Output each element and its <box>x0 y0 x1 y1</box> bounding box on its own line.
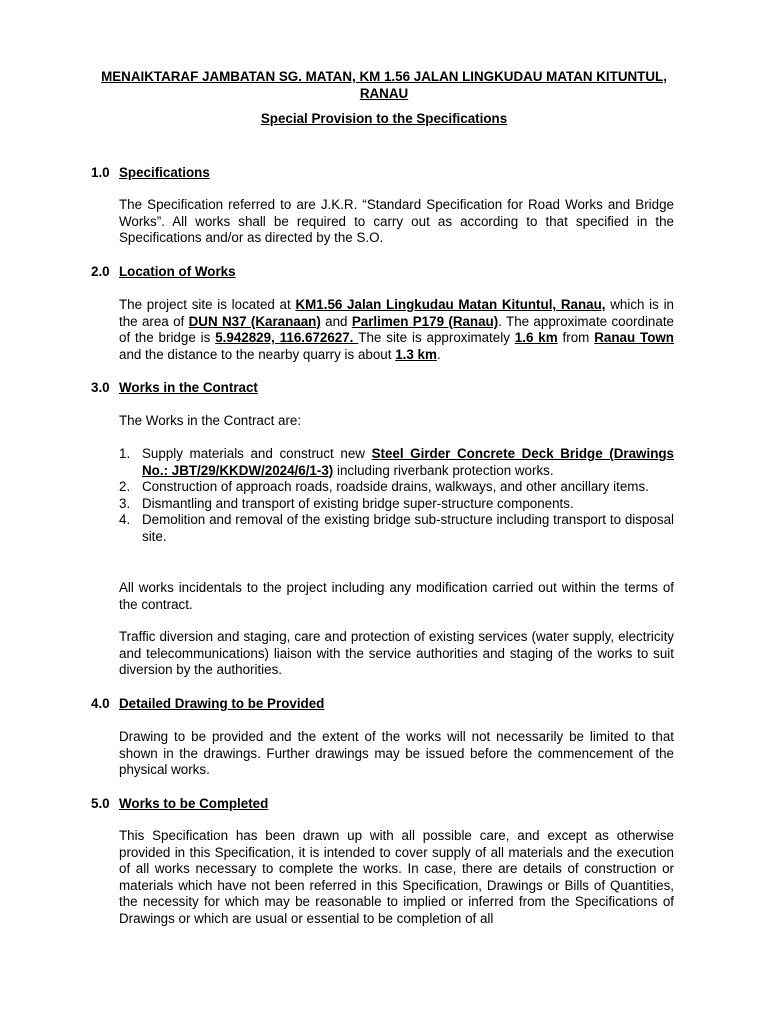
traffic-diversion-paragraph: Traffic diversion and staging, care and protection of existing services (water supply, electricity and telecommunications) liaison with the service authorities and staging of the works to suit diversion by the authorities. <box>119 629 674 678</box>
section-title: Works in the Contract <box>119 380 258 395</box>
section-title: Location of Works <box>119 264 236 279</box>
location-paragraph: The project site is located at KM1.56 Jalan Lingkudau Matan Kituntul, Ranau, which is in the area of DUN N37 (Karanaan) and Parlimen P179 (Ranau). The approximate coordinate of the bridge is 5.942829, 116.672627. The site is approximately 1.6 km from Ranau Town and the distance to the nearby quarry is about 1.3 km. <box>119 297 674 362</box>
works-list <box>119 446 674 546</box>
section-title: Detailed Drawing to be Provided <box>119 696 325 711</box>
works-incidentals-paragraph: All works incidentals to the project including any modification carried out within the terms of the contract. <box>119 580 674 612</box>
specifications-paragraph: The Specification referred to are J.K.R. “Standard Specification for Road Works and Bridge Works”. All works shall be required to carry out as according to that specified in the Specifications and/or as directed by the S.O. <box>119 197 674 246</box>
section-number: 3.0 <box>91 380 110 395</box>
list-item: 2. Construction of approach roads, roadside drains, walkways, and other ancillary items. <box>119 479 649 495</box>
distance-to-quarry: 1.3 km <box>395 346 437 362</box>
section-heading-specifications <box>91 165 210 182</box>
document-subtitle: Special Provision to the Specifications <box>260 111 508 126</box>
section-number: 5.0 <box>91 796 110 811</box>
section-title: Works to be Completed <box>119 796 269 811</box>
parlimen-area: Parlimen P179 (Ranau) <box>351 313 499 329</box>
town-name: Ranau Town <box>594 330 674 346</box>
section-heading-works-to-be-completed <box>91 796 268 813</box>
list-item: 1. Supply materials and construct new Steel Girder Concrete Deck Bridge (Drawings No.: JBT/29/KKDW/2024/6/1-3) including riverbank protection works. <box>119 446 674 478</box>
bridge-coordinate: 5.942829, 116.672627. <box>215 330 359 346</box>
document-title: MENAIKTARAF JAMBATAN SG. MATAN, KM 1.56 JALAN LINGKUDAU MATAN KITUNTUL, RANAU <box>101 69 667 101</box>
section-number: 4.0 <box>91 696 110 711</box>
bridge-type: Steel Girder Concrete Deck Bridge (Drawings No.: JBT/29/KKDW/2024/6/1-3) <box>142 446 674 478</box>
project-site-location: KM1.56 Jalan Lingkudau Matan Kituntul, Ranau, <box>295 297 606 312</box>
section-heading-location-of-works <box>91 264 236 281</box>
list-item: 3. Dismantling and transport of existing bridge super-structure components. <box>119 495 574 511</box>
section-number: 2.0 <box>91 264 110 279</box>
section-heading-detailed-drawing <box>91 696 324 713</box>
works-completed-paragraph: This Specification has been drawn up with all possible care, and except as otherwise provided in this Specification, it is intended to cover supply of all materials and the execution of all works necessary to complete the works. In case, there are details of construction or materials which have not been referred in this Specification, Drawings or Bills of Quantities, the necessity for which may be reasonable to implied or inferred from the Specifications of Drawings or which are usual or essential to be completion of all <box>119 828 674 926</box>
distance-to-town: 1.6 km <box>514 330 558 346</box>
section-heading-works-in-contract <box>91 380 258 397</box>
works-intro: The Works in the Contract are: <box>119 413 302 428</box>
dun-area: DUN N37 (Karanaan) <box>188 313 321 329</box>
detailed-drawing-paragraph: Drawing to be provided and the extent of the works will not necessarily be limited to that shown in the drawings. Further drawings may be issued before the commencement of the physical works. <box>119 729 674 778</box>
section-title: Specifications <box>119 165 210 180</box>
list-item: 4. Demolition and removal of the existing bridge sub-structure including transport to disposal site. <box>119 512 674 544</box>
section-number: 1.0 <box>91 165 110 180</box>
